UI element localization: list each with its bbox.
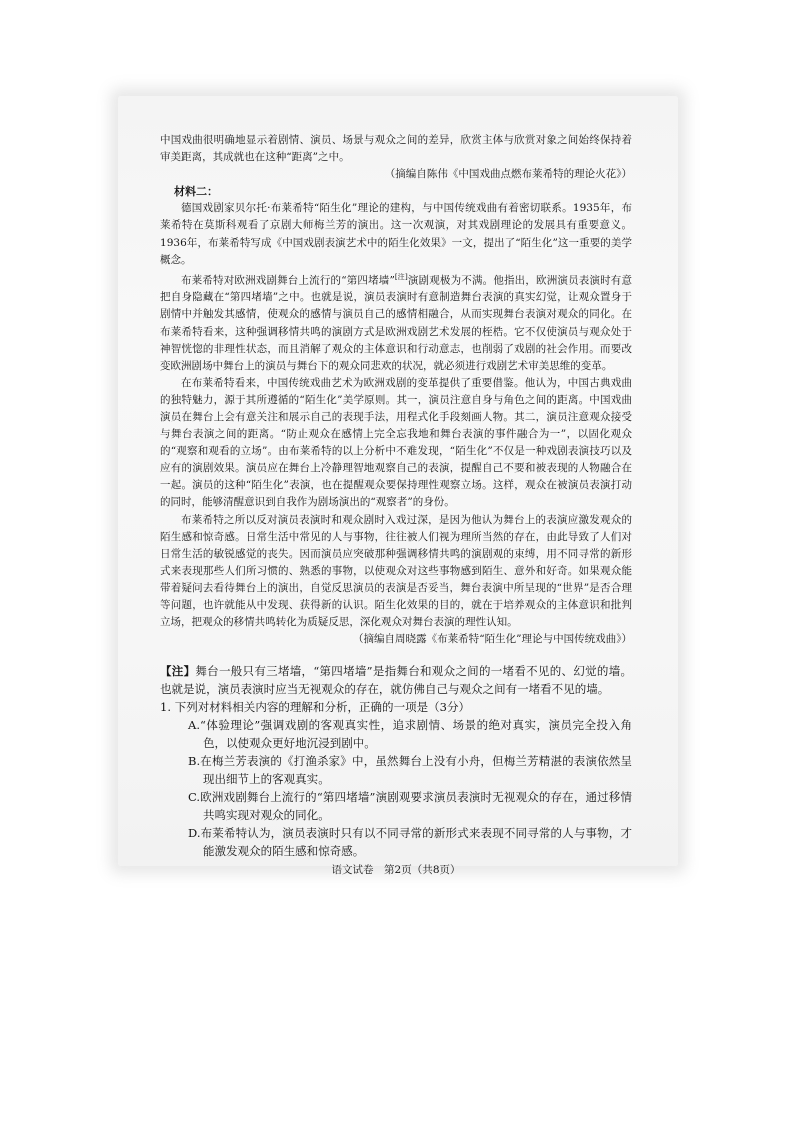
option-d: D.布莱希特认为，演员表演时只有以不同寻常的新形式来表现不同寻常的人与事物，才能激发观众的陌生感和惊奇感。 (188, 826, 632, 859)
option-c: C.欧洲戏剧舞台上流行的“第四堵墙”演剧观要求演员表演时无视观众的存在，通过移情共鸣实现对观众的同化。 (188, 790, 632, 823)
paragraph-2-lead: 布莱希特对欧洲戏剧舞台上流行的“第四堵墙” (181, 274, 395, 287)
material1-tail-text: 中国戏曲很明确地显示着剧情、演员、场景与观众之间的差异，欣赏主体与欣赏对象之间始终保持着审美距离，其成就也在这种“距离”之中。 (160, 134, 632, 164)
material2-paragraph-2 (160, 269, 632, 375)
footnote (160, 662, 632, 698)
material2-paragraph-1: 德国戏剧家贝尔托·布莱希特“陌生化”理论的建构，与中国传统戏曲有着密切联系。1935年，布莱希特在莫斯科观看了京剧大师梅兰芳的演出。这一次观演，对其戏剧理论的发展具有重要意义。1936年，布莱希特写成《中国戏剧表演艺术中的陌生化效果》一文，提出了“陌生化”这一重要的美学概念。 (160, 202, 632, 266)
page-footer: 语文试卷 第2页（共8页） (331, 864, 461, 877)
footnote-tag: 【注】 (160, 664, 196, 679)
material2-paragraph-4: 布莱希特之所以反对演员表演时和观众剧时入戏过深，是因为他认为舞台上的表演应激发观众的陌生感和惊奇感。日常生活中常见的人与事物，往往被人们视为理所当然的存在，由此导致了人们对日常生活的敏锐感觉的丧失。因而演员应突破那种强调移情共鸣的演剧观的束缚，用不同寻常的新形式来表现那些人们所习惯的、熟悉的事物，以使观众对这些事物感到陌生、意外和好奇。如果观众能带着疑问去看待舞台上的演出，自觉反思演员的表演是否妥当，舞台表演中所呈现的“世界”是否合理等问题，也许就能从中发现、获得新的认识。陌生化效果的目的，就在于培养观众的主体意识和批判立场，把观众的移情共鸣转化为质疑反思，深化观众对舞台表演的理性认知。 (160, 513, 632, 629)
option-b: B.在梅兰芳表演的《打渔杀家》中，虽然舞台上没有小舟，但梅兰芳精湛的表演依然呈现出细节上的客观真实。 (188, 754, 632, 787)
page-content (160, 132, 632, 878)
footnote-text: 舞台一般只有三堵墙，“第四堵墙”是指舞台和观众之间的一堵看不见的、幻觉的墙。也就是说，演员表演时应当无视观众的存在，就仿佛自己与观众之间有一堵看不见的墙。 (160, 664, 633, 697)
material1-source: （摘编自陈伟《中国戏曲点燃布莱希特的理论火花》） (384, 168, 632, 181)
material2-heading: 材料二： (174, 185, 219, 199)
question-1-stem: 1. 下列对材料相关内容的理解和分析，正确的一项是（3分） (160, 700, 471, 715)
footnote-marker: [注] (394, 272, 408, 281)
material2-paragraph-3: 在布莱希特看来，中国传统戏曲艺术为欧洲戏剧的变革提供了重要借鉴。他认为，中国古典戏曲的独特魅力，源于其所遵循的“陌生化”美学原则。其一，演员注意自身与角色之间的距离。中国戏曲演员在舞台上会有意关注和展示自己的表现手法，用程式化手段刻画人物。其二，演员注意观众接受与舞台表演之间的距离。“防止观众在感情上完全忘我地和舞台表演的事件融合为一”，以固化观众的“观察和观看的立场”。由布莱希特的以上分析中不难发现，“陌生化”不仅是一种戏剧表演技巧以及应有的演剧效果。演员应在舞台上冷静理智地观察自己的表演，提醒自己不要和被表现的人物融合在一起。演员的这种“陌生化”表演，也在提醒观众要保持理性观察立场。这样，观众在被演员表演打动的同时，能够清醒意识到自我作为剧场演出的“观察者”的身份。 (160, 376, 632, 509)
material2-source: （摘编自周晓露《布莱希特“陌生化”理论与中国传统戏曲》） (352, 633, 632, 646)
paragraph-2-body: 演剧观极为不满。他指出，欧洲演员表演时有意把自身隐藏在“第四堵墙”之中。也就是说，演员表演时有意制造舞台表演的真实幻觉，让观众置身于剧情中并触发其感情，使观众的感情与演员自己的感情相融合，从而实现舞台表演对观众的同化。在布莱希特看来，这种强调移情共鸣的演剧方式是欧洲戏剧艺术发展的桎梏。它不仅使演员与观众处于神智恍惚的非理性状态，而且消解了观众的主体意识和行动意志，也削弱了戏剧的社会作用。而要改变欧洲剧场中舞台上的演员与舞台下的观众同悲欢的状况，就必须进行戏剧艺术审美思维的变革。 (160, 274, 633, 372)
option-a: A.“体验理论”强调戏剧的客观真实性，追求剧情、场景的绝对真实，演员完全投入角色，以使观众更好地沉浸到剧中。 (188, 718, 632, 751)
